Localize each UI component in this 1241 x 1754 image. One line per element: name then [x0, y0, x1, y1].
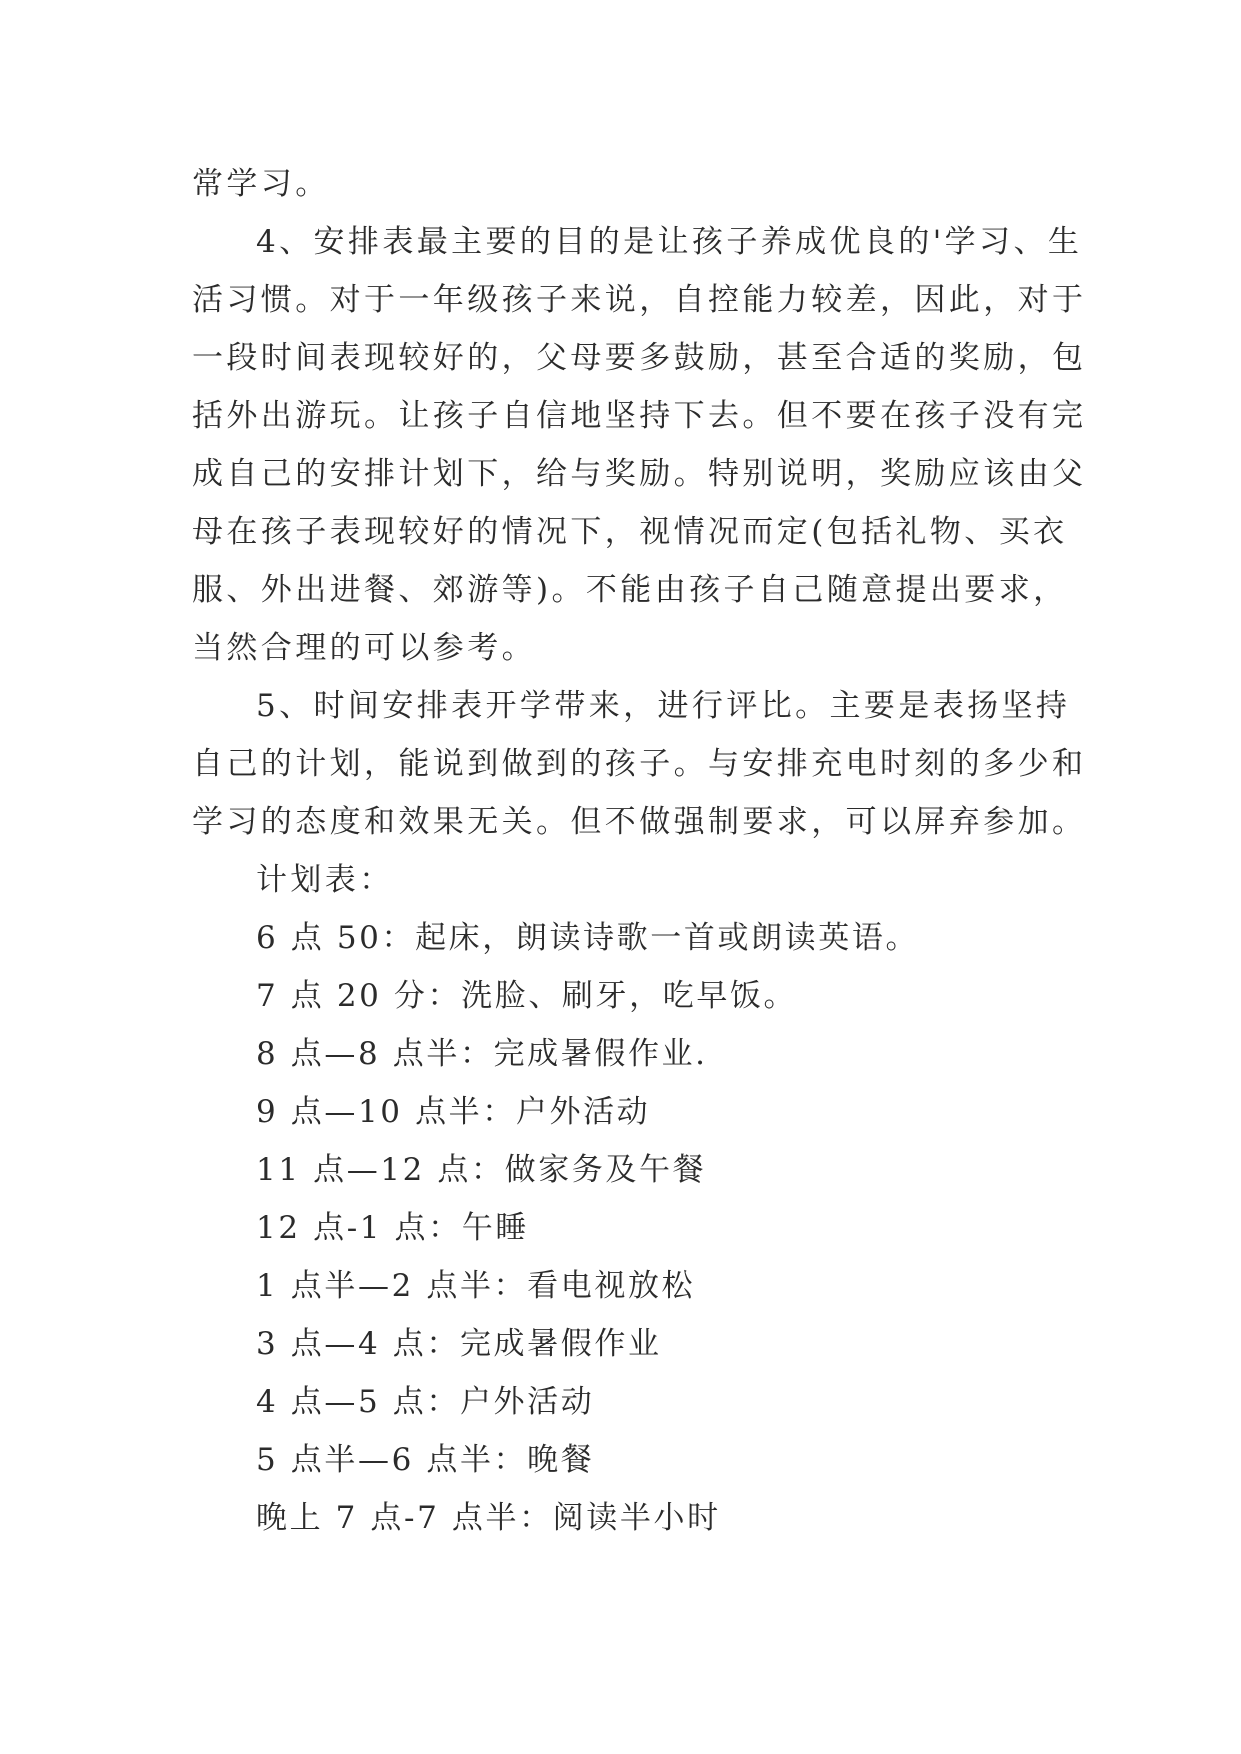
paragraph-line: 服、外出进餐、郊游等)。不能由孩子自己随意提出要求，	[192, 572, 1068, 608]
paragraph-line: 当然合理的可以参考。	[192, 630, 536, 666]
paragraph-line: 母在孩子表现较好的情况下，视情况而定(包括礼物、买衣	[192, 514, 1068, 550]
paragraph-line: 括外出游玩。让孩子自信地坚持下去。但不要在孩子没有完	[192, 398, 1087, 434]
schedule-item: 5 点半—6 点半：晚餐	[256, 1442, 595, 1478]
paragraph-line: 成自己的安排计划下，给与奖励。特别说明，奖励应该由父	[192, 456, 1087, 492]
schedule-item: 12 点-1 点：午睡	[256, 1210, 529, 1246]
schedule-item: 6 点 50：起床，朗读诗歌一首或朗读英语。	[256, 920, 920, 956]
schedule-item: 11 点—12 点：做家务及午餐	[256, 1152, 707, 1188]
schedule-heading: 计划表：	[256, 862, 394, 898]
schedule-item: 晚上 7 点-7 点半：阅读半小时	[256, 1500, 721, 1536]
schedule-item: 8 点—8 点半：完成暑假作业.	[256, 1036, 708, 1072]
schedule-item: 4 点—5 点：户外活动	[256, 1384, 595, 1420]
schedule-item: 3 点—4 点：完成暑假作业	[256, 1326, 662, 1362]
paragraph-line: 学习的态度和效果无关。但不做强制要求，可以屏弃参加。	[192, 804, 1087, 840]
paragraph-line: 一段时间表现较好的，父母要多鼓励，甚至合适的奖励，包	[192, 340, 1087, 376]
paragraph-line: 常学习。	[192, 166, 330, 202]
paragraph-line: 5、时间安排表开学带来，进行评比。主要是表扬坚持	[256, 688, 1071, 724]
paragraph-line: 自己的计划，能说到做到的孩子。与安排充电时刻的多少和	[192, 746, 1087, 782]
schedule-item: 7 点 20 分：洗脸、刷牙，吃早饭。	[256, 978, 798, 1014]
schedule-item: 1 点半—2 点半：看电视放松	[256, 1268, 696, 1304]
paragraph-line: 4、安排表最主要的目的是让孩子养成优良的'学习、生	[256, 224, 1083, 260]
schedule-item: 9 点—10 点半：户外活动	[256, 1094, 651, 1130]
paragraph-line: 活习惯。对于一年级孩子来说，自控能力较差，因此，对于	[192, 282, 1087, 318]
